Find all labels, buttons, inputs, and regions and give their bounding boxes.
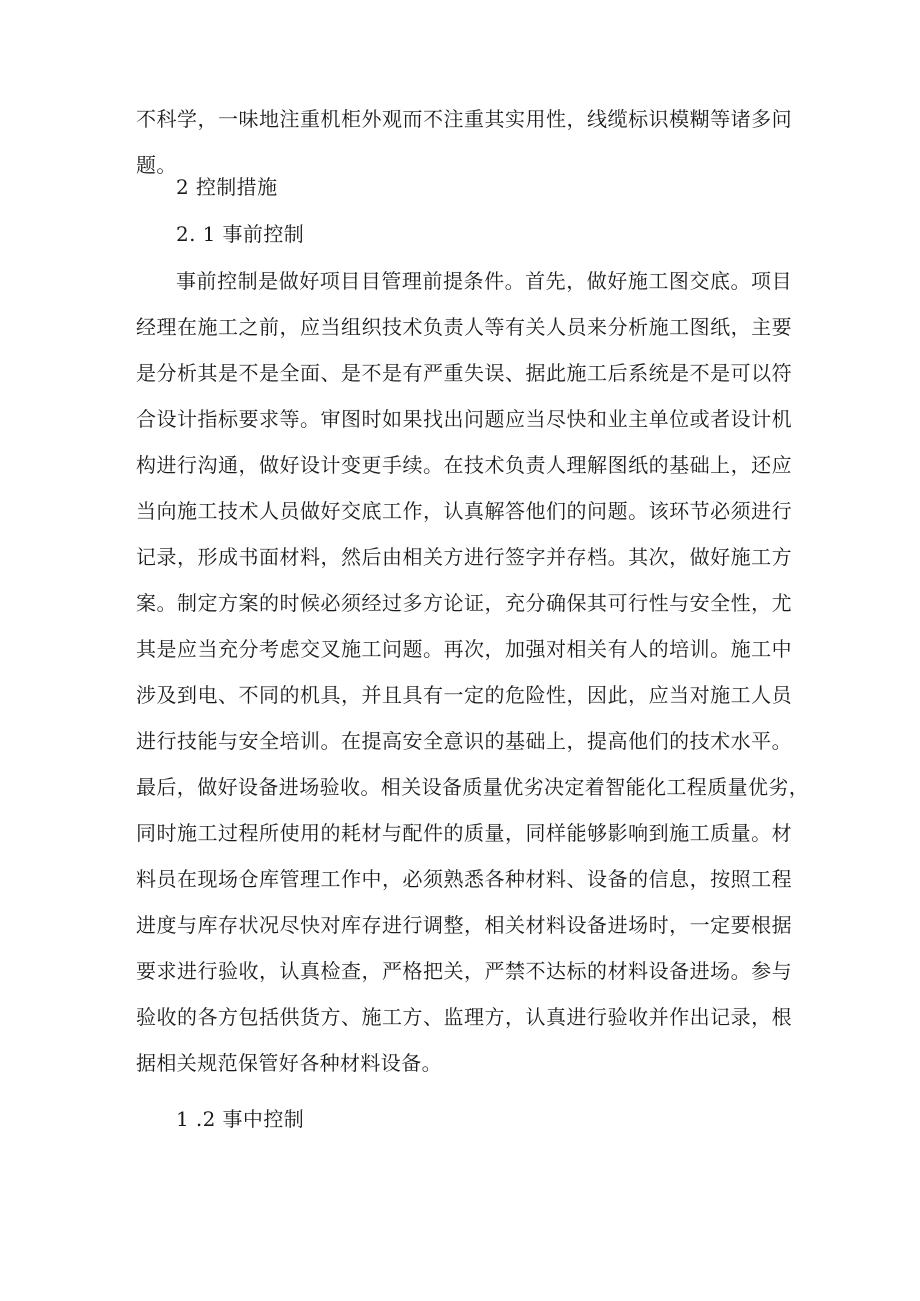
paragraph-line: 是分析其是不是全面、是不是有严重失误、据此施工后系统是不是可以符 bbox=[136, 361, 792, 385]
paragraph-line: 涉及到电、不同的机具，并且具有一定的危险性，因此，应当对施工人员 bbox=[136, 683, 792, 707]
paragraph-line: 进度与库存状况尽快对库存进行调整，相关材料设备进场时，一定要根据 bbox=[136, 913, 792, 937]
paragraph-line: 要求进行验收，认真检查，严格把关，严禁不达标的材料设备进场。参与 bbox=[136, 959, 792, 983]
paragraph-line: 据相关规范保管好各种材料设备。 bbox=[136, 1051, 442, 1075]
paragraph-line: 事前控制是做好项目目管理前提条件。首先，做好施工图交底。项目 bbox=[176, 269, 792, 293]
paragraph-line: 料员在现场仓库管理工作中，必须熟悉各种材料、设备的信息，按照工程 bbox=[136, 867, 792, 891]
paragraph-line: 当向施工技术人员做好交底工作，认真解答他们的问题。该环节必须进行 bbox=[136, 499, 792, 523]
paragraph-line: 最后，做好设备进场验收。相关设备质量优劣决定着智能化工程质量优劣， bbox=[136, 775, 810, 799]
pre-control-paragraph bbox=[136, 258, 810, 1086]
paragraph-line: 验收的各方包括供货方、施工方、监理方，认真进行验收并作出记录，根 bbox=[136, 1005, 792, 1029]
paragraph-line: 不科学，一味地注重机柜外观而不注重其实用性，线缆标识模糊等诸多问 bbox=[136, 107, 792, 131]
paragraph-line: 经理在施工之前，应当组织技术负责人等有关人员来分析施工图纸，主要 bbox=[136, 315, 792, 339]
paragraph-line: 案。制定方案的时候必须经过多方论证，充分确保其可行性与安全性，尤 bbox=[136, 591, 792, 615]
section-heading-pre-control: 2. 1 事前控制 bbox=[176, 222, 305, 246]
paragraph-line: 同时施工过程所使用的耗材与配件的质量，同样能够影响到施工质量。材 bbox=[136, 821, 792, 845]
paragraph-line: 题。 bbox=[136, 153, 177, 177]
paragraph-line: 其是应当充分考虑交叉施工问题。再次，加强对相关有人的培训。施工中 bbox=[136, 637, 792, 661]
paragraph-line: 进行技能与安全培训。在提高安全意识的基础上，提高他们的技术水平。 bbox=[136, 729, 792, 753]
paragraph-line: 构进行沟通，做好设计变更手续。在技术负责人理解图纸的基础上，还应 bbox=[136, 453, 792, 477]
paragraph-line: 记录，形成书面材料，然后由相关方进行签字并存档。其次，做好施工方 bbox=[136, 545, 792, 569]
section-heading-in-process-control: 1 .2 事中控制 bbox=[176, 1107, 305, 1131]
section-heading-control-measures: 2 控制措施 bbox=[176, 175, 278, 199]
paragraph-line: 合设计指标要求等。审图时如果找出问题应当尽快和业主单位或者设计机 bbox=[136, 407, 792, 431]
